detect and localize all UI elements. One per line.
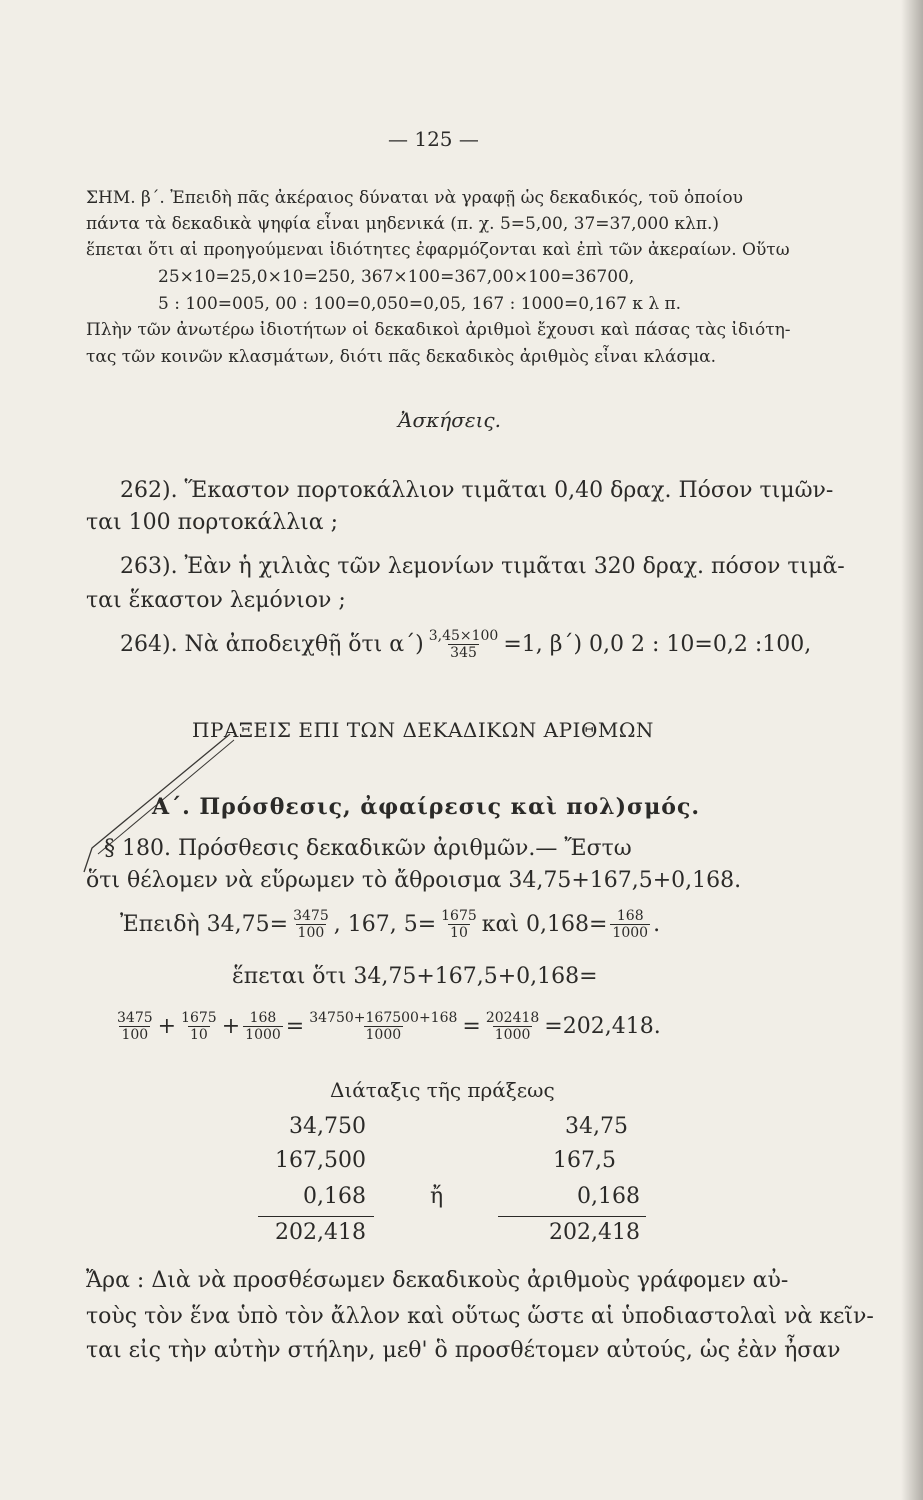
page-number: — 125 — — [388, 127, 479, 151]
exercises-heading: Ἀσκήσεις. — [398, 408, 501, 432]
equals-sign: = — [462, 1014, 481, 1039]
fraction — [179, 1010, 219, 1043]
fraction — [307, 1010, 459, 1043]
exercise-line: ται 100 πορτοκάλλια ; — [86, 510, 339, 535]
fraction-denominator: 1000 — [245, 1027, 281, 1043]
equals-sign: = — [285, 1014, 305, 1039]
rule-line: Ἄρα : Διὰ νὰ προσθέσωμεν δεκαδικοὺς ἀριθμοὺς γράφομεν αὐ- — [86, 1268, 789, 1293]
plus-sign: + — [221, 1014, 241, 1039]
fraction — [439, 908, 479, 941]
fraction-numerator: 168 — [249, 1010, 277, 1026]
section-heading: ΠΡΑΞΕΙΣ ΕΠΙ ΤΩΝ ΔΕΚΑΔΙΚΩΝ ΑΡΙΘΜΩΝ — [192, 718, 654, 742]
rule-line: τοὺς τὸν ἕνα ὑπὸ τὸν ἄλλον καὶ οὕτως ὥστε αἱ ὑποδιαστολαὶ νὰ κεῖν- — [86, 1304, 874, 1329]
fraction — [291, 908, 331, 941]
addend: 34,75 — [565, 1114, 628, 1139]
note-line: Πλὴν τῶν ἀνωτέρω ἰδιοτήτων οἱ δεκαδικοὶ ἀριθμοὶ ἔχουσι καὶ πάσας τὰς ἰδιότη- — [86, 320, 791, 340]
exercise-264-prefix: 264). Νὰ ἀποδειχθῇ ὅτι α΄) — [120, 632, 424, 657]
sum: 202,418 — [275, 1220, 366, 1245]
fraction-denominator: 100 — [297, 925, 325, 941]
plus-sign: + — [157, 1014, 177, 1039]
fraction — [427, 628, 501, 661]
addend: 0,168 — [577, 1184, 640, 1209]
fraction-denominator: 100 — [121, 1027, 149, 1043]
sum-rule — [498, 1216, 646, 1217]
addend: 34,750 — [289, 1114, 366, 1139]
sum-rule — [258, 1216, 374, 1217]
equation-text: , 167, 5= — [333, 912, 437, 937]
equation-text: . — [653, 912, 661, 937]
fraction-numerator: 1675 — [181, 1010, 217, 1026]
exercise-line: 262). Ἕκαστον πορτοκάλλιον τιμᾶται 0,40 δραχ. Πόσον τιμῶν- — [120, 478, 834, 503]
equation-text: Ἐπειδὴ 34,75= — [120, 912, 289, 937]
fraction — [115, 1010, 155, 1043]
or-word: ἤ — [430, 1184, 444, 1209]
addend: 0,168 — [303, 1184, 366, 1209]
exercise-264-suffix: =1, β΄) 0,0 2 : 10=0,2 :100, — [503, 632, 812, 657]
equation-text: καὶ 0,168= — [481, 912, 608, 937]
paragraph-line: § 180. Πρόσθεσις δεκαδικῶν ἀριθμῶν.— Ἔστω — [104, 836, 632, 861]
note-line: τας τῶν κοινῶν κλασμάτων, διότι πᾶς δεκαδικὸς ἀριθμὸς εἶναι κλάσμα. — [86, 347, 717, 367]
fraction — [610, 908, 650, 941]
fraction-denominator: 345 — [450, 645, 477, 661]
fraction-denominator: 10 — [189, 1027, 208, 1043]
equation-2: ἕπεται ὅτι 34,75+167,5+0,168= — [232, 964, 598, 989]
page-edge-shadow — [901, 0, 923, 1500]
layout-heading: Διάταξις τῆς πράξεως — [330, 1078, 555, 1102]
exercise-line: 263). Ἐὰν ἡ χιλιὰς τῶν λεμονίων τιμᾶται 320 δραχ. πόσον τιμᾶ- — [120, 554, 845, 579]
addend: 167,500 — [275, 1148, 366, 1173]
note-equation: 25×10=25,0×10=250, 367×100=367,00×100=36700, — [158, 267, 635, 287]
fraction-denominator: 1000 — [365, 1027, 402, 1043]
exercise-264 — [120, 628, 811, 661]
fraction-numerator: 3475 — [117, 1010, 153, 1026]
fraction-numerator: 168 — [616, 908, 644, 924]
fraction-numerator: 3475 — [293, 908, 329, 924]
equation-result: =202,418. — [544, 1014, 661, 1039]
paragraph-line: ὅτι θέλομεν νὰ εὕρωμεν τὸ ἄθροισμα 34,75+167,5+0,168. — [86, 868, 742, 893]
fraction-numerator: 3,45×100 — [428, 628, 499, 644]
subheading: Α΄. Πρόσθεσις, ἀφαίρεσις καὶ πολ)σμός. — [152, 794, 701, 820]
fraction — [484, 1010, 541, 1043]
addend: 167,5 — [553, 1148, 616, 1173]
note-line: ἕπεται ὅτι αἱ προηγούμεναι ἰδιότητες ἐφαρμόζονται καὶ ἐπὶ τῶν ἀκεραίων. Οὕτω — [86, 240, 790, 260]
rule-line: ται εἰς τὴν αὐτὴν στήλην, μεθ' ὃ προσθέτομεν αὐτούς, ὡς ἐὰν ἦσαν — [86, 1338, 841, 1363]
note-line: πάντα τὰ δεκαδικὰ ψηφία εἶναι μηδενικά (π. χ. 5=5,00, 37=37,000 κλπ.) — [86, 214, 720, 234]
equation-1 — [120, 908, 660, 941]
fraction-denominator: 1000 — [494, 1027, 531, 1043]
note-line: ΣΗΜ. β΄. Ἐπειδὴ πᾶς ἀκέραιος δύναται νὰ γραφῇ ὡς δεκαδικός, τοῦ ὁποίου — [86, 188, 743, 208]
equation-3 — [112, 1010, 661, 1043]
fraction-denominator: 10 — [450, 925, 468, 941]
fraction — [243, 1010, 283, 1043]
sum: 202,418 — [549, 1220, 640, 1245]
exercise-line: ται ἕκαστον λεμόνιον ; — [86, 588, 346, 613]
fraction-denominator: 1000 — [612, 925, 649, 941]
fraction-numerator: 34750+167500+168 — [309, 1010, 458, 1026]
fraction-numerator: 202418 — [485, 1010, 540, 1026]
fraction-numerator: 1675 — [441, 908, 477, 924]
note-equation: 5 : 100=005, 00 : 100=0,050=0,05, 167 : 1000=0,167 κ λ π. — [158, 294, 682, 314]
